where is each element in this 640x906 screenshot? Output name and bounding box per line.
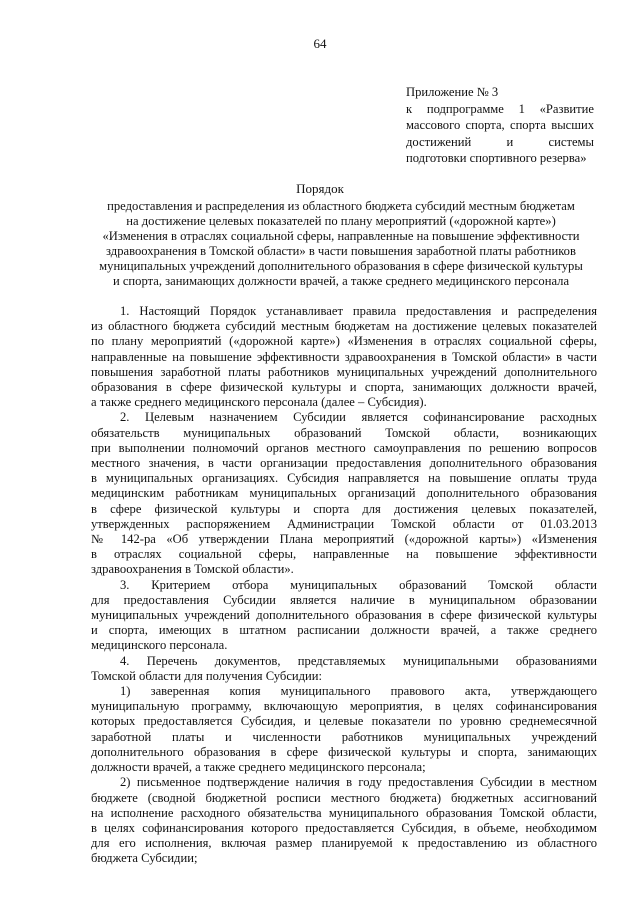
body-line: образования в сфере физической культуры и спорта, занимающих должности врачей, — [91, 380, 597, 395]
body-line: утвержденных распоряжением Администрации Томской области от 01.03.2013 — [91, 516, 597, 531]
body-line: а также среднего медицинского персонала (далее – Субсидия). — [91, 395, 427, 410]
body-line: обязательств муниципальных образований Томской области, возникающих — [91, 425, 597, 440]
body-line: № 142-ра «Об утверждении Плана мероприятий («дорожной карты») «Изменения — [91, 532, 597, 547]
body-line: Томской области для получения Субсидии: — [91, 668, 323, 683]
subtitle-line: предоставления и распределения из областного бюджета субсидий местным бюджетам — [107, 199, 575, 213]
page-number: 64 — [313, 36, 327, 51]
subtitle-line: на достижение целевых показателей по плану мероприятий («дорожной карте») — [126, 214, 556, 229]
body-line: местного значения, в части организации предоставления дополнительного образования — [91, 456, 597, 471]
body-line: 2) письменное подтверждение наличия в году предоставления Субсидии в местном — [120, 775, 597, 790]
body-line: при выполнении полномочий органов местного самоуправления по решению вопросов — [91, 440, 597, 455]
body-line: муниципальную программу, включающую мероприятия, в целях софинансирования — [91, 699, 597, 714]
subtitle-line: здравоохранения в Томской области» в части повышения заработной платы работников — [106, 244, 576, 259]
body-line: 3. Критерием отбора муниципальных образований Томской области — [120, 577, 597, 592]
appendix-line: подготовки спортивного резерва» — [406, 151, 587, 165]
body-line: 2. Целевым назначением Субсидии является софинансирование расходных — [120, 410, 597, 425]
body-line: 1) заверенная копия муниципального правового акта, утверждающего — [120, 684, 597, 699]
body-line: по плану мероприятий («дорожной карте») «Изменения в отраслях социальной сферы, — [91, 334, 597, 349]
body-line: повышения заработной платы работников муниципальных учреждений дополнительного — [91, 364, 597, 379]
body-line: медицинским работникам муниципальных организаций дополнительного образования — [91, 486, 597, 501]
subtitle-line: «Изменения в отраслях социальной сферы, направленные на повышение эффективности — [102, 229, 580, 244]
body-line: для предоставления Субсидии является наличие в муниципальном образовании — [91, 592, 597, 607]
appendix-line: достижений и системы — [406, 134, 594, 149]
body-line: 4. Перечень документов, представляемых муниципальными образованиями — [120, 653, 597, 668]
appendix-title: Приложение № 3 — [406, 85, 499, 99]
body-line: бюджета Субсидии; — [91, 851, 198, 866]
appendix-line: к подпрограмме 1 «Развитие — [406, 101, 594, 116]
body-line: направленные на повышение эффективности здравоохранения в Томской области» в части — [91, 349, 597, 364]
body-line: муниципальных учреждений дополнительного образования в сфере физической культуры — [91, 608, 597, 623]
subtitle-line: и спорта, занимающих должности врачей, а также среднего медицинского персонала — [112, 274, 570, 289]
body-line: из областного бюджета субсидий местным бюджетам на достижение целевых показателей — [91, 319, 597, 334]
body-line: в отраслях социальной сферы, направленные на повышение эффективности — [91, 547, 597, 562]
body-line: для его исполнения, включая размер планируемой к предоставлению из областного — [91, 836, 597, 851]
body-line: в целях софинансирования которого предоставляется Субсидия, в объеме, необходимом — [91, 820, 597, 835]
body-line: должности врачей, а также среднего медицинского персонала; — [91, 760, 426, 775]
appendix-block — [406, 84, 594, 167]
body-line: на исполнение расходного обязательства муниципального образования Томской области, — [91, 805, 597, 820]
body-line: здравоохранения в Томской области». — [91, 562, 294, 577]
body-line: в муниципальных организациях. Субсидия направляется на повышение оплаты труда — [91, 471, 597, 486]
document-title: Порядок — [296, 181, 344, 196]
body-line: и спорта, имеющих в штатном расписании должности врачей, а также среднего — [91, 623, 597, 638]
body-line: в сфере физической культуры и спорта для достижения целевых показателей, — [91, 501, 597, 516]
body-line: медицинского персонала. — [91, 638, 228, 653]
body-line: 1. Настоящий Порядок устанавливает правила предоставления и распределения — [120, 304, 597, 318]
document-body — [91, 304, 597, 867]
appendix-line: массового спорта, спорта высших — [406, 118, 594, 132]
body-line: дополнительного образования в сфере физической культуры и спорта, занимающих — [91, 744, 597, 759]
subtitle-line: муниципальных учреждений дополнительного образования в сфере физической культуры — [99, 259, 583, 274]
body-line: которых предоставляется Субсидия, и целевые показатели по уровню среднемесячной — [91, 714, 597, 729]
body-line: заработной платы и численности работников муниципальных учреждений — [91, 729, 597, 744]
document-subtitle — [86, 199, 596, 290]
body-line: бюджете (сводной бюджетной росписи местного бюджета) бюджетных ассигнований — [91, 790, 597, 805]
